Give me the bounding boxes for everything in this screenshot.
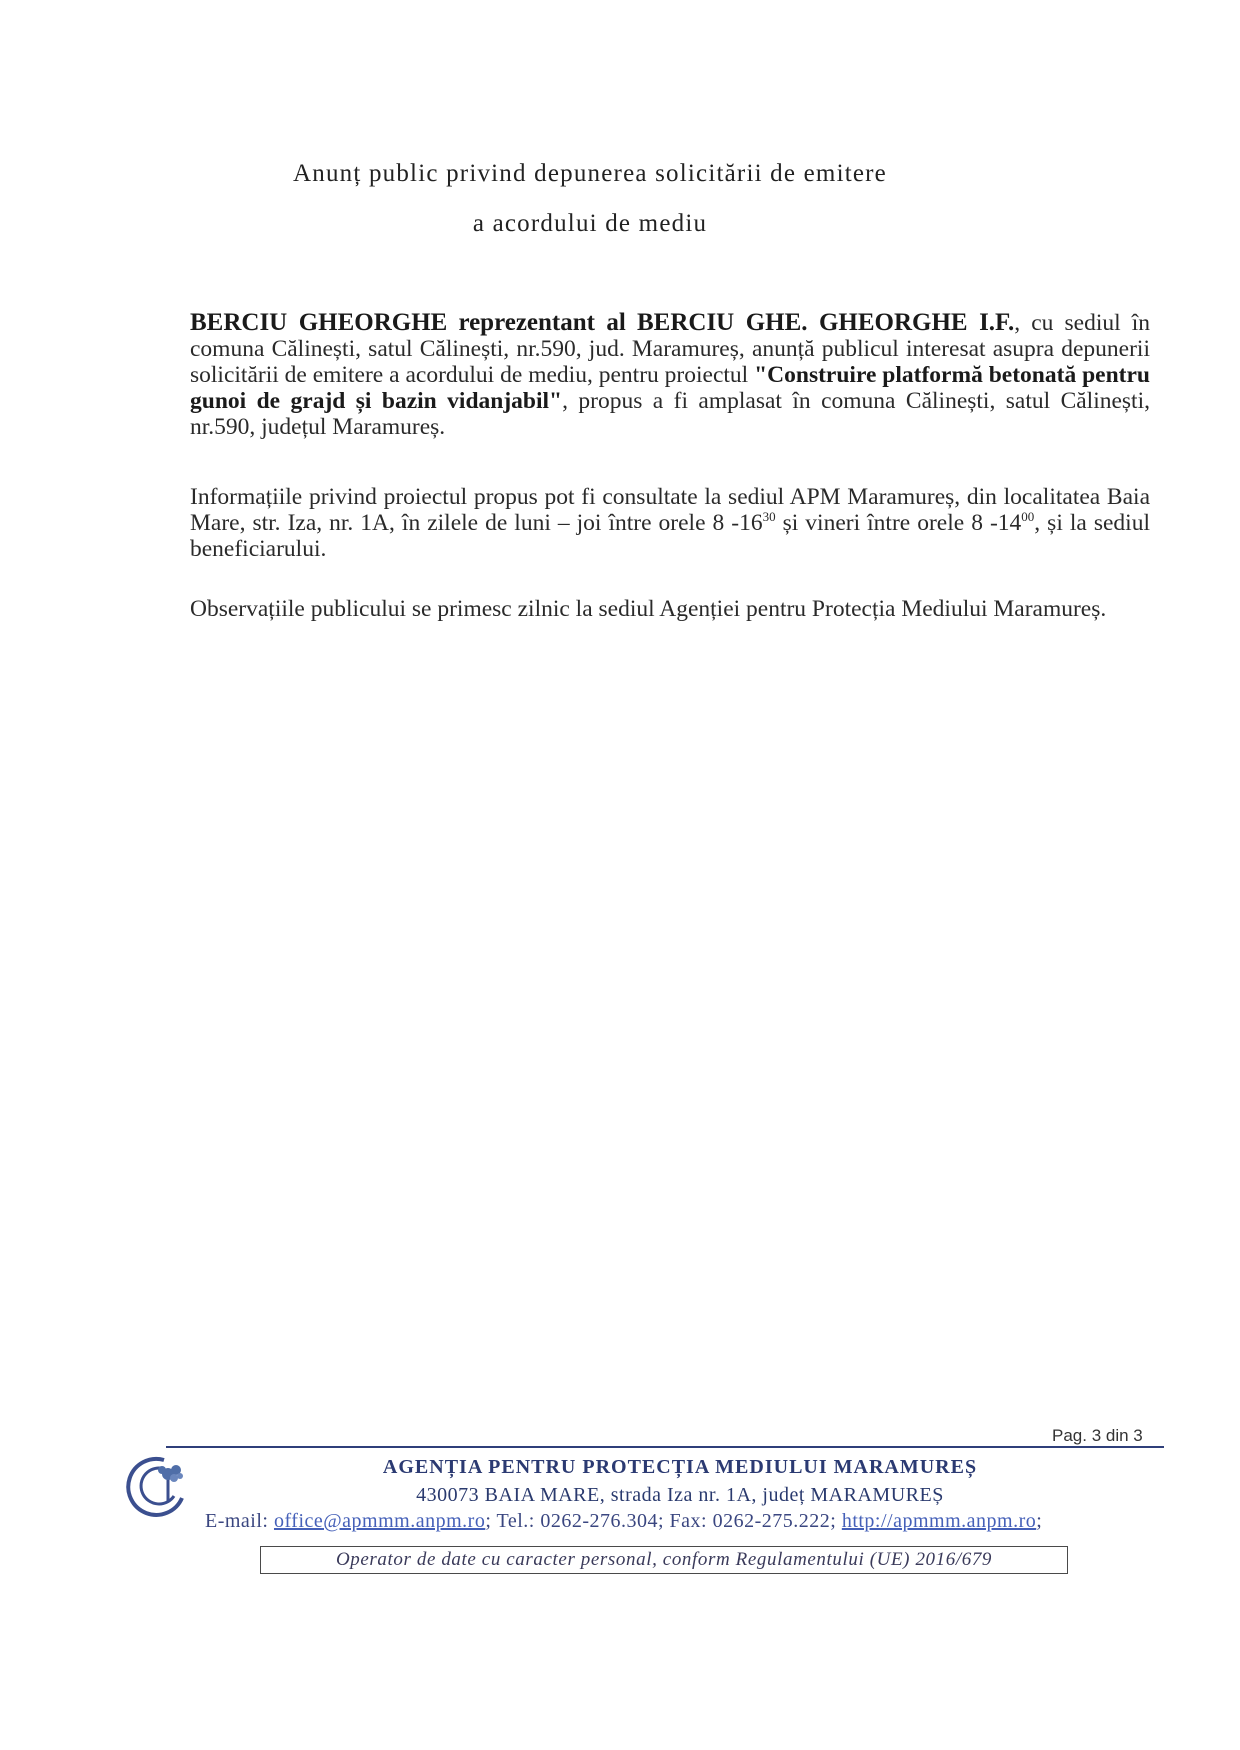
paragraph-1-text-a: , cu sediul în comuna Călinești, satul Călinești, nr.590, jud. Maramureș, anunță publicul interesat asupra depunerii solicitării de emitere a acordului de mediu, pentru proiectul	[190, 310, 1151, 388]
footer-agency-name: AGENȚIA PENTRU PROTECȚIA MEDIULUI MARAMUREȘ	[382, 1456, 978, 1478]
footer-address: 430073 BAIA MARE, strada Iza nr. 1A, județ MARAMUREȘ	[416, 1484, 944, 1506]
representative-word: reprezentant al	[458, 309, 626, 336]
page-number: Pag. 3 din 3	[1052, 1426, 1143, 1445]
footer-contacts	[205, 1510, 1205, 1533]
company-name: BERCIU GHE. GHEORGHE I.F.	[636, 309, 1015, 336]
hour-superscript-1: 30	[762, 509, 776, 525]
website-link[interactable]: http://apmmm.anpm.ro	[841, 1510, 1037, 1532]
email-label: E-mail:	[205, 1510, 274, 1532]
paragraph-3: Observațiile publicului se primesc zilnic la sediul Agenției pentru Protecția Mediului Maramureș.	[190, 596, 1107, 622]
contacts-end: ;	[1036, 1510, 1043, 1532]
hour-superscript-2: 00	[1021, 509, 1035, 525]
email-link[interactable]: office@apmmm.anpm.ro	[273, 1510, 486, 1532]
title-line-1: Anunț public privind depunerea solicitării de emitere	[293, 160, 887, 187]
applicant-name: BERCIU GHEORGHE	[190, 309, 448, 336]
operator-notice: Operator de date cu caracter personal, conform Regulamentului (UE) 2016/679	[260, 1546, 1068, 1574]
project-title: "Construire platformă betonată pentru gunoi de grajd și bazin vidanjabil"	[190, 362, 1151, 414]
paragraph-2-text-c: , și la sediul beneficiarului.	[190, 510, 1150, 562]
paragraph-2-text-b: și vineri între orele 8 -14	[775, 510, 1022, 536]
paragraph-2-text-a: Informațiile privind proiectul propus pot fi consultate la sediul APM Maramureș, din localitatea Baia Mare, str. Iza, nr. 1A, în zilele de luni – joi între orele 8 -16	[190, 484, 1150, 536]
title-line-2: a acordului de mediu	[472, 210, 708, 237]
phone-fax: ; Tel.: 0262-276.304; Fax: 0262-275.222;	[485, 1510, 842, 1532]
paragraph-1	[190, 310, 1150, 440]
paragraph-1-text-b: , propus a fi amplasat în comuna Călinești, satul Călinești, nr.590, județul Maramureș.	[190, 388, 1150, 440]
footer-divider	[166, 1446, 1164, 1448]
paragraph-2	[190, 484, 1150, 562]
